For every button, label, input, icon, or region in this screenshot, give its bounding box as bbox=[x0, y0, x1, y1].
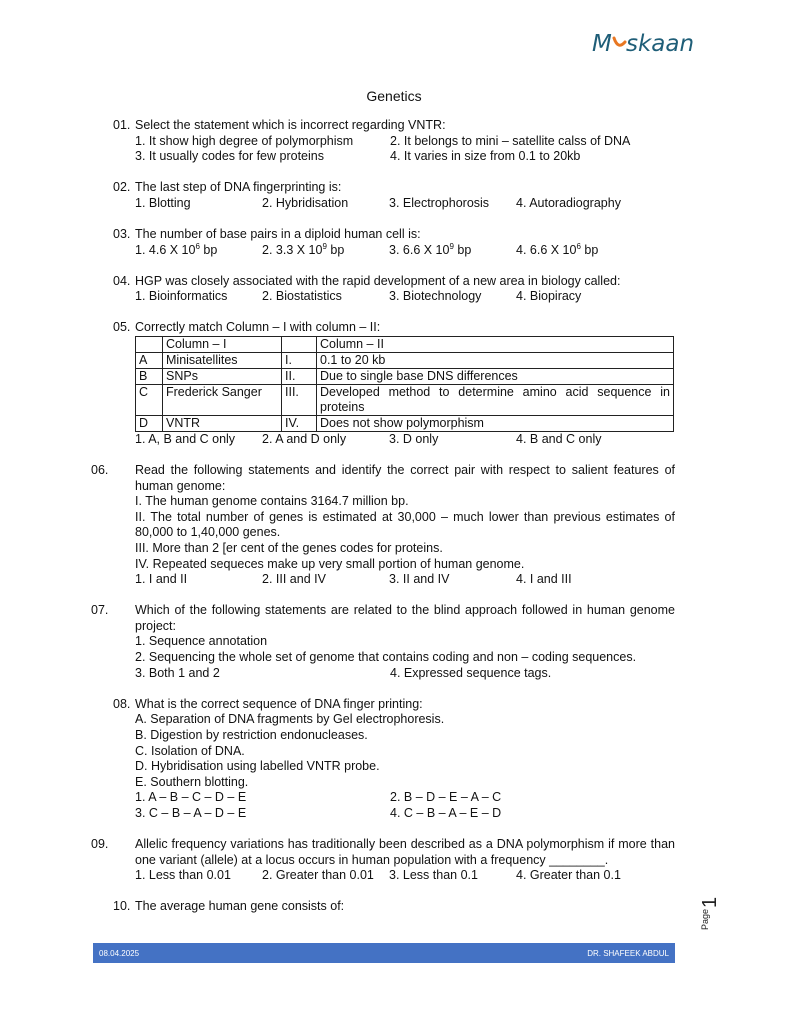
option-4: 4. C – B – A – E – D bbox=[390, 805, 502, 820]
statement-4: IV. Repeated sequeces make up very small portion of human genome. bbox=[135, 556, 525, 571]
step-c: C. Isolation of DNA. bbox=[135, 743, 245, 758]
option-3: 3. D only bbox=[389, 431, 439, 446]
question-number: 02. bbox=[113, 180, 131, 195]
question-7 bbox=[91, 603, 675, 681]
step-a: A. Separation of DNA fragments by Gel electrophoresis. bbox=[135, 712, 445, 727]
muskaan-logo bbox=[592, 24, 695, 64]
svg-text:skaan: skaan bbox=[626, 31, 695, 57]
option-2: 2. Hybridisation bbox=[262, 195, 349, 210]
option-3: 3. II and IV bbox=[389, 572, 450, 587]
step-d: D. Hybridisation using labelled VNTR probe. bbox=[135, 759, 380, 774]
column-2-header: Column – II bbox=[317, 336, 674, 352]
table-row: B SNPs II. Due to single base DNS differences bbox=[136, 368, 674, 384]
question-10 bbox=[113, 899, 675, 915]
option-3: 3. 6.6 X $10^9$ bp bbox=[389, 241, 472, 257]
question-number: 07. bbox=[91, 603, 109, 618]
question-text: The last step of DNA fingerprinting is: bbox=[135, 180, 342, 195]
option-4: 4. It varies in size from 0.1 to 20kb bbox=[390, 149, 581, 164]
statement-2: 2. Sequencing the whole set of genome that contains coding and non – coding sequences. bbox=[135, 650, 637, 665]
option-3: 3. Biotechnology bbox=[389, 289, 482, 304]
footer-bar bbox=[93, 943, 675, 963]
question-text: Select the statement which is incorrect regarding VNTR: bbox=[135, 118, 446, 132]
question-list bbox=[91, 118, 675, 930]
question-text: Read the following statements and identify the correct pair with respect to salient features of human genome: bbox=[135, 463, 675, 493]
question-text: HGP was closely associated with the rapid development of a new area in biology called: bbox=[135, 273, 621, 288]
option-1: 1. It show high degree of polymorphism bbox=[135, 133, 354, 148]
option-1: 1. A – B – C – D – E bbox=[135, 790, 247, 805]
table-row: C Frederick Sanger III. Developed method to determine amino acid sequence in proteins bbox=[136, 384, 674, 415]
question-number: 08. bbox=[113, 696, 131, 711]
question-text: The number of base pairs in a diploid human cell is: bbox=[135, 226, 421, 241]
statement-1: I. The human genome contains 3164.7 million bp. bbox=[135, 494, 409, 509]
table-row: D VNTR IV. Does not show polymorphism bbox=[136, 415, 674, 431]
option-2: 2. Greater than 0.01 bbox=[262, 868, 374, 883]
question-text: Correctly match Column – I with column – II: bbox=[135, 320, 381, 335]
option-2: 2. III and IV bbox=[262, 572, 326, 587]
option-2: 2. Biostatistics bbox=[262, 289, 342, 304]
column-1-header: Column – I bbox=[163, 336, 282, 352]
question-number: 03. bbox=[113, 226, 131, 241]
page-label: Page bbox=[700, 908, 710, 930]
table-row: A Minisatellites I. 0.1 to 20 kb bbox=[136, 352, 674, 368]
question-5 bbox=[113, 320, 675, 447]
option-3: 3. It usually codes for few proteins bbox=[135, 149, 324, 164]
option-4: 4. Expressed sequence tags. bbox=[390, 665, 552, 680]
question-text: Which of the following statements are related to the blind approach followed in human genome project: bbox=[135, 603, 675, 633]
option-3: 3. C – B – A – D – E bbox=[135, 805, 247, 820]
question-text: What is the correct sequence of DNA finger printing: bbox=[135, 696, 423, 711]
option-4: 4. Autoradiography bbox=[516, 195, 621, 210]
statement-3: III. More than 2 [er cent of the genes codes for proteins. bbox=[135, 541, 443, 555]
question-6 bbox=[91, 463, 675, 588]
question-number: 06. bbox=[91, 463, 109, 478]
option-1: 1. 4.6 X $10^6$ bp bbox=[135, 241, 218, 257]
page-number-value: 1 bbox=[699, 896, 721, 908]
option-1: 1. I and II bbox=[135, 572, 188, 587]
question-text: Allelic frequency variations has traditionally been described as a DNA polymorphism if more than one variant (allele) at a locus occurs in human population with a frequency ________. bbox=[135, 837, 675, 867]
table-header-row bbox=[136, 336, 674, 352]
option-2: 2. A and D only bbox=[262, 431, 347, 446]
option-2: 2. B – D – E – A – C bbox=[390, 790, 502, 805]
option-4: 4. Biopiracy bbox=[516, 289, 582, 304]
question-8 bbox=[113, 697, 675, 822]
option-1: 1. Less than 0.01 bbox=[135, 868, 231, 883]
option-4: 4. 6.6 X $10^6$ bp bbox=[516, 241, 599, 257]
step-b: B. Digestion by restriction endonucleases. bbox=[135, 727, 368, 742]
svg-text:M: M bbox=[592, 31, 612, 57]
match-table bbox=[135, 336, 674, 432]
option-1: 1. Bioinformatics bbox=[135, 289, 228, 304]
option-1: 1. Blotting bbox=[135, 195, 191, 210]
question-2 bbox=[113, 180, 675, 211]
question-number: 04. bbox=[113, 273, 131, 288]
option-4: 4. I and III bbox=[516, 572, 572, 587]
option-2: 2. It belongs to mini – satellite calss of DNA bbox=[390, 133, 631, 148]
option-4: 4. B and C only bbox=[516, 431, 602, 446]
option-1: 1. A, B and C only bbox=[135, 431, 236, 446]
option-4: 4. Greater than 0.1 bbox=[516, 868, 621, 883]
option-2: 2. 3.3 X $10^9$ bp bbox=[262, 241, 345, 257]
question-number: 01. bbox=[113, 118, 131, 132]
page-number bbox=[694, 890, 724, 934]
option-3: 3. Less than 0.1 bbox=[389, 868, 478, 883]
option-3: 3. Both 1 and 2 bbox=[135, 665, 220, 680]
step-e: E. Southern blotting. bbox=[135, 774, 249, 789]
statement-1: 1. Sequence annotation bbox=[135, 634, 268, 649]
footer-date: 08.04.2025 bbox=[99, 948, 140, 958]
question-number: 10. bbox=[113, 899, 131, 914]
question-9 bbox=[91, 837, 675, 884]
option-3: 3. Electrophorosis bbox=[389, 195, 490, 210]
question-1 bbox=[113, 118, 675, 165]
page-title: Genetics bbox=[366, 88, 422, 104]
question-4 bbox=[113, 274, 675, 305]
question-number: 05. bbox=[113, 320, 131, 335]
statement-2: II. The total number of genes is estimated at 30,000 – much lower than previous estimates of 80,000 to 1,40,000 genes. bbox=[135, 509, 675, 540]
footer-author: DR. SHAFEEK ABDUL bbox=[587, 948, 669, 958]
question-text: The average human gene consists of: bbox=[135, 899, 345, 914]
question-number: 09. bbox=[91, 837, 109, 851]
question-3 bbox=[113, 227, 675, 258]
